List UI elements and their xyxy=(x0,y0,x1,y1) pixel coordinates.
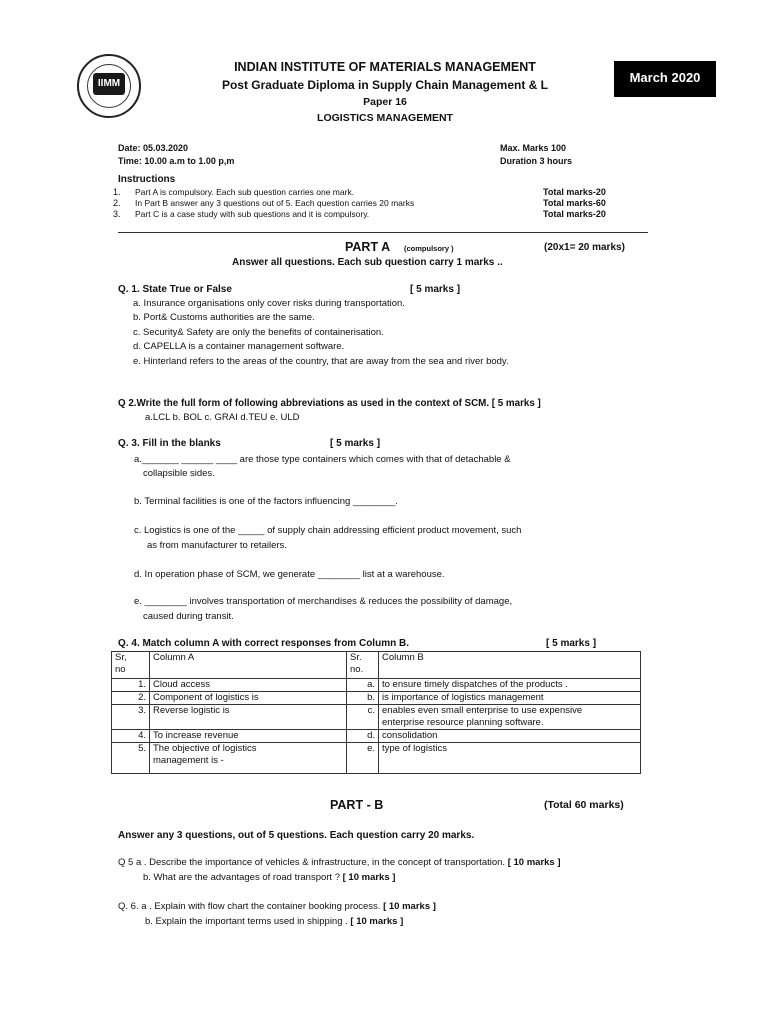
exam-time: Time: 10.00 a.m to 1.00 p,m xyxy=(118,156,235,166)
row-col-b: is importance of logistics management xyxy=(379,692,641,705)
exam-date: Date: 05.03.2020 xyxy=(118,143,189,153)
q1-marks: [ 5 marks ] xyxy=(410,284,461,295)
program-name: Post Graduate Diploma in Supply Chain Management & L xyxy=(221,78,549,92)
q1-item-a: a. Insurance organisations only cover risks during transportation. xyxy=(133,298,405,309)
row-col-a: management is - xyxy=(150,755,347,774)
q3-a-line2: collapsible sides. xyxy=(143,468,215,479)
instruction-num-1: 1. xyxy=(113,187,121,197)
row-letter: b. xyxy=(347,692,379,705)
duration: Duration 3 hours xyxy=(500,156,573,166)
max-marks: Max. Marks 100 xyxy=(500,143,567,153)
q3-c-line2: as from manufacturer to retailers. xyxy=(147,540,287,551)
part-b-instruction: Answer any 3 questions, out of 5 questions. Each question carry 20 marks. xyxy=(118,830,475,841)
part-a-note: (compulsory ) xyxy=(404,244,454,253)
instructions-title: Instructions xyxy=(118,174,176,185)
row-num: 4. xyxy=(112,730,150,743)
row-col-b: to ensure timely dispatches of the products . xyxy=(379,679,641,692)
instruction-marks-1: Total marks-20 xyxy=(543,187,606,197)
part-b-marks: (Total 60 marks) xyxy=(544,799,624,811)
part-b-title: PART - B xyxy=(330,798,384,812)
header-column-b: Column B xyxy=(379,652,641,679)
header-column-a: Column A xyxy=(150,652,347,679)
q1-title: Q. 1. State True or False xyxy=(118,284,232,295)
part-a-title: PART A xyxy=(345,240,391,254)
row-letter: a. xyxy=(347,679,379,692)
table-row xyxy=(112,743,641,756)
row-num: 2. xyxy=(112,692,150,705)
instruction-text-2: In Part B answer any 3 questions out of 5. Each question carries 20 marks xyxy=(135,198,415,208)
row-num: 1. xyxy=(112,679,150,692)
q4-title: Q. 4. Match column A with correct responses from Column B. xyxy=(118,638,409,649)
q5-b: b. What are the advantages of road transport ? [ 10 marks ] xyxy=(143,872,396,883)
q1-item-c: c. Security& Safety are only the benefits of containerisation. xyxy=(133,327,384,338)
q3-a-line1: a._______ ______ ____ are those type containers which comes with that of detachable & xyxy=(134,454,511,465)
instruction-text-1: Part A is compulsory. Each sub question carries one mark. xyxy=(135,187,355,197)
institute-name: INDIAN INSTITUTE OF MATERIALS MANAGEMENT xyxy=(234,60,536,74)
table-row xyxy=(112,730,641,743)
table-row xyxy=(112,692,641,705)
exam-month-badge: March 2020 xyxy=(614,61,716,97)
subject-title: LOGISTICS MANAGEMENT xyxy=(317,112,453,124)
row-letter: e. xyxy=(347,743,379,756)
instruction-num-2: 2. xyxy=(113,198,121,208)
paper-number: Paper 16 xyxy=(363,96,407,108)
q5-a: Q 5 a . Describe the importance of vehicles & infrastructure, in the concept of transportation. [ 10 marks ] xyxy=(118,857,561,868)
instruction-marks-3: Total marks-20 xyxy=(543,209,606,219)
instruction-num-3: 3. xyxy=(113,209,121,219)
q2-items: a.LCL b. BOL c. GRAI d.TEU e. ULD xyxy=(145,412,300,423)
match-table xyxy=(111,651,641,774)
q1-item-b: b. Port& Customs authorities are the same. xyxy=(133,312,315,323)
row-num xyxy=(112,755,150,774)
table-row xyxy=(112,755,641,774)
instruction-text-3: Part C is a case study with sub questions and it is compulsory. xyxy=(135,209,370,219)
row-col-a: Reverse logistic is xyxy=(150,705,347,718)
q1-item-e: e. Hinterland refers to the areas of the country, that are away from the sea and river body. xyxy=(133,356,509,367)
q3-marks: [ 5 marks ] xyxy=(330,438,381,449)
row-col-b: type of logistics xyxy=(379,743,641,756)
row-letter xyxy=(347,717,379,730)
row-letter: c. xyxy=(347,705,379,718)
q3-b: b. Terminal facilities is one of the factors influencing ________. xyxy=(134,496,398,507)
table-row xyxy=(112,679,641,692)
q1-item-d: d. CAPELLA is a container management software. xyxy=(133,341,345,352)
row-letter: d. xyxy=(347,730,379,743)
row-col-b: enables even small enterprise to use expensive xyxy=(379,705,641,718)
row-col-b xyxy=(379,755,641,774)
instruction-marks-2: Total marks-60 xyxy=(543,198,606,208)
q3-d: d. In operation phase of SCM, we generate ________ list at a warehouse. xyxy=(134,569,445,580)
row-col-a: To increase revenue xyxy=(150,730,347,743)
row-num: 3. xyxy=(112,705,150,718)
row-col-b: enterprise resource planning software. xyxy=(379,717,641,730)
q4-marks: [ 5 marks ] xyxy=(546,638,597,649)
row-col-a: The objective of logistics xyxy=(150,743,347,756)
q6-b: b. Explain the important terms used in shipping . [ 10 marks ] xyxy=(145,916,404,927)
q2-title: Q 2.Write the full form of following abbreviations as used in the context of SCM. [ 5 marks ] xyxy=(118,398,541,409)
table-header-row xyxy=(112,652,641,679)
q6-a: Q. 6. a . Explain with flow chart the container booking process. [ 10 marks ] xyxy=(118,901,436,912)
part-a-marks: (20x1= 20 marks) xyxy=(544,242,625,253)
row-col-b: consolidation xyxy=(379,730,641,743)
row-letter xyxy=(347,755,379,774)
q3-title: Q. 3. Fill in the blanks xyxy=(118,438,221,449)
q3-c-line1: c. Logistics is one of the _____ of supply chain addressing efficient product movement, such xyxy=(134,525,522,536)
logo-mark: IIMM xyxy=(93,73,125,95)
header-sr: Sr, no xyxy=(112,652,150,679)
row-col-a xyxy=(150,717,347,730)
table-row xyxy=(112,705,641,718)
row-col-a: Cloud access xyxy=(150,679,347,692)
section-divider xyxy=(118,232,648,233)
row-col-a: Component of logistics is xyxy=(150,692,347,705)
q3-e-line1: e. ________ involves transportation of merchandises & reduces the possibility of damage, xyxy=(134,596,513,607)
row-num xyxy=(112,717,150,730)
part-a-instruction: Answer all questions. Each sub question carry 1 marks .. xyxy=(232,257,503,268)
header-sr2: Sr. no. xyxy=(347,652,379,679)
q3-e-line2: caused during transit. xyxy=(143,611,234,622)
table-row xyxy=(112,717,641,730)
row-num: 5. xyxy=(112,743,150,756)
